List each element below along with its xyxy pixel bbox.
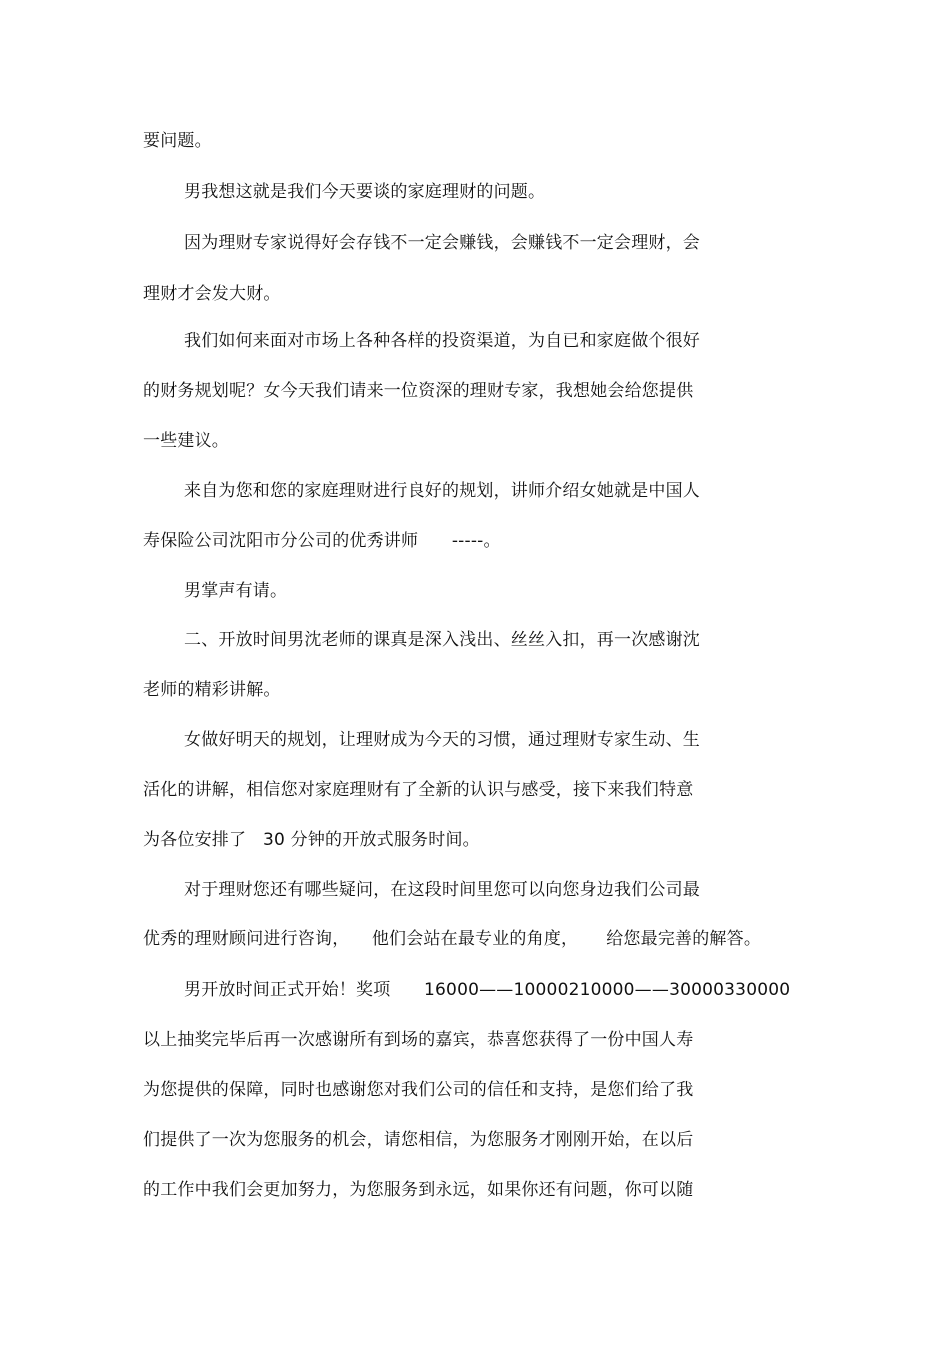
- text-line: 男我想这就是我们今天要谈的家庭理财的问题。: [184, 182, 546, 202]
- text-line: 们提供了一次为您服务的机会，请您相信，为您服务才刚刚开始，在以后: [143, 1130, 694, 1150]
- text-line: 一些建议。: [143, 431, 229, 451]
- text-line: 寿保险公司沈阳市分公司的优秀讲师 -----。: [143, 531, 501, 551]
- text-line: 对于理财您还有哪些疑问，在这段时间里您可以向您身边我们公司最: [184, 880, 700, 900]
- text-line: 活化的讲解，相信您对家庭理财有了全新的认识与感受，接下来我们特意: [143, 780, 694, 800]
- text-line: 以上抽奖完毕后再一次感谢所有到场的嘉宾，恭喜您获得了一份中国人寿: [143, 1030, 694, 1050]
- text-line: 男掌声有请。: [184, 581, 288, 601]
- text-line: 二、开放时间男沈老师的课真是深入浅出、丝丝入扣，再一次感谢沈: [184, 630, 700, 650]
- text-line: 为您提供的保障，同时也感谢您对我们公司的信任和支持，是您们给了我: [143, 1080, 694, 1100]
- text-line: 的财务规划呢？女今天我们请来一位资深的理财专家，我想她会给您提供: [143, 381, 694, 401]
- text-line: 为各位安排了 30 分钟的开放式服务时间。: [143, 830, 480, 850]
- text-line: 优秀的理财顾问进行咨询， 他们会站在最专业的角度， 给您最完善的解答。: [143, 929, 762, 949]
- text-line: 理财才会发大财。: [143, 284, 281, 304]
- text-line: 要问题。: [143, 131, 212, 151]
- text-line: 老师的精彩讲解。: [143, 680, 281, 700]
- text-line: 的工作中我们会更加努力，为您服务到永远，如果你还有问题，你可以随: [143, 1180, 694, 1200]
- text-line: 我们如何来面对市场上各种各样的投资渠道，为自已和家庭做个很好: [184, 331, 700, 351]
- text-line: 女做好明天的规划，让理财成为今天的习惯，通过理财专家生动、生: [184, 730, 700, 750]
- text-line: 来自为您和您的家庭理财进行良好的规划，讲师介绍女她就是中国人: [184, 481, 700, 501]
- text-line: 因为理财专家说得好会存钱不一定会赚钱，会赚钱不一定会理财，会: [184, 233, 700, 253]
- text-line: 男开放时间正式开始！奖项 16000——10000210000——30000330000: [184, 980, 791, 1000]
